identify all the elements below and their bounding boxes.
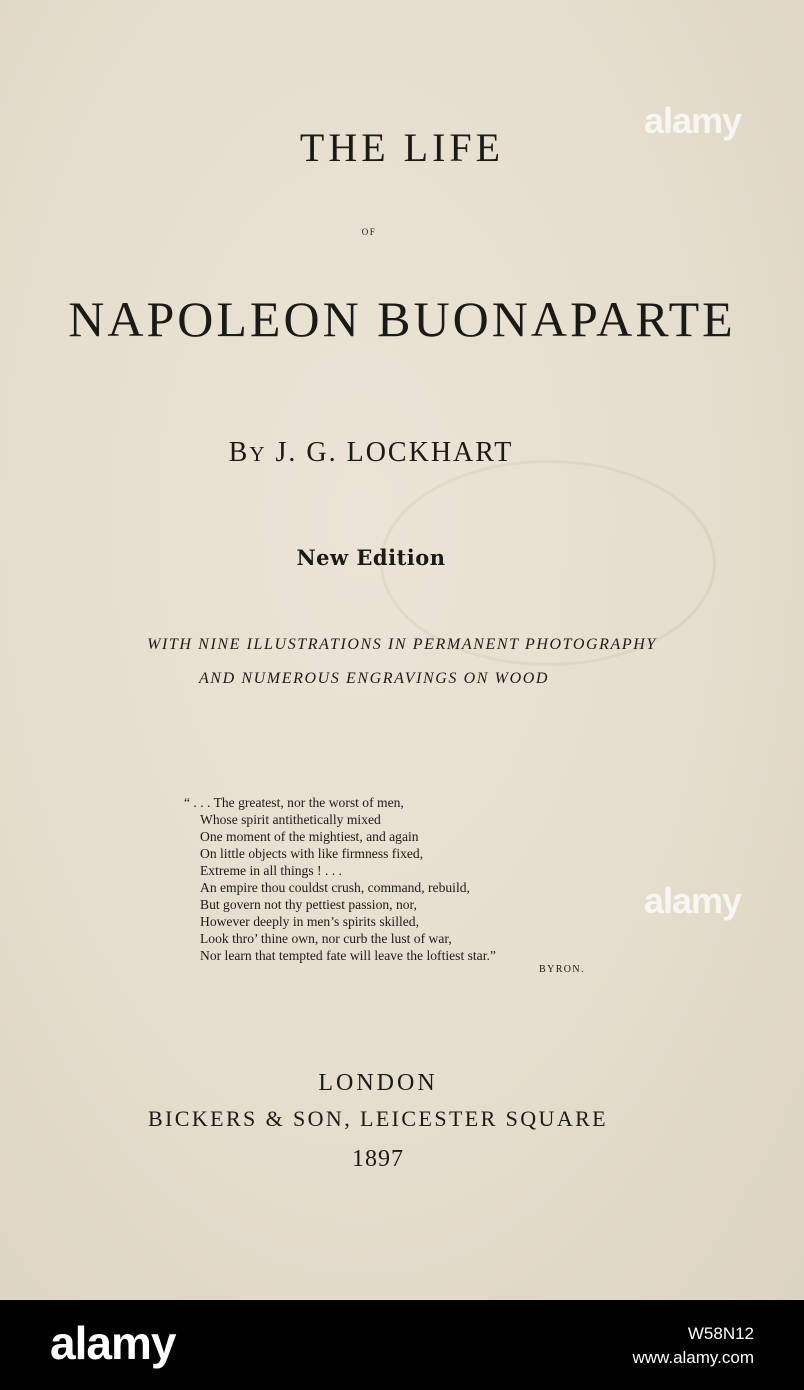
footer-logo: alamy — [50, 1317, 176, 1369]
book-title: THE LIFE — [299, 125, 505, 170]
poem-line: On little objects with like firmness fixed, — [200, 846, 424, 861]
watermark-logo: alamy — [644, 880, 742, 921]
book-subject: NAPOLEON BUONAPARTE — [68, 291, 736, 347]
poem-line: One moment of the mightiest, and again — [200, 829, 419, 844]
poem-line: “ . . . The greatest, nor the worst of men, — [184, 795, 404, 810]
watermark-logo: alamy — [644, 100, 742, 141]
illustrations-line-2: AND NUMEROUS ENGRAVINGS ON WOOD — [198, 670, 550, 687]
poem-line: Whose spirit antithetically mixed — [200, 812, 381, 827]
title-connector: OF — [361, 227, 377, 237]
poem-line: Extreme in all things ! . . . — [200, 863, 342, 878]
poem-line: But govern not thy pettiest passion, nor, — [200, 897, 417, 912]
epigraph-attribution: BYRON. — [539, 964, 585, 975]
imprint-year: 1897 — [352, 1146, 404, 1172]
image-id: W58N12 — [687, 1324, 754, 1343]
imprint-city: LONDON — [318, 1070, 438, 1096]
author-line — [0, 437, 742, 469]
poem-line: An empire thou couldst crush, command, rebuild, — [200, 880, 470, 895]
illustrations-line-1: WITH NINE ILLUSTRATIONS IN PERMANENT PHOTOGRAPHY — [147, 636, 657, 653]
author-prefix-y: Y — [249, 442, 267, 466]
poem-line: Nor learn that tempted fate will leave the loftiest star.” — [200, 948, 496, 963]
site-url: www.alamy.com — [632, 1348, 754, 1367]
author-prefix-b: B — [228, 437, 250, 468]
edition-label: New Edition — [296, 545, 446, 570]
stock-footer-bar — [0, 1300, 804, 1390]
imprint-publisher: BICKERS & SON, LEICESTER SQUARE — [147, 1106, 609, 1131]
epigraph-poem — [184, 794, 496, 964]
author-name: J. G. LOCKHART — [266, 437, 514, 468]
poem-line: However deeply in men’s spirits skilled, — [200, 914, 419, 929]
poem-line: Look thro’ thine own, nor curb the lust of war, — [200, 931, 452, 946]
